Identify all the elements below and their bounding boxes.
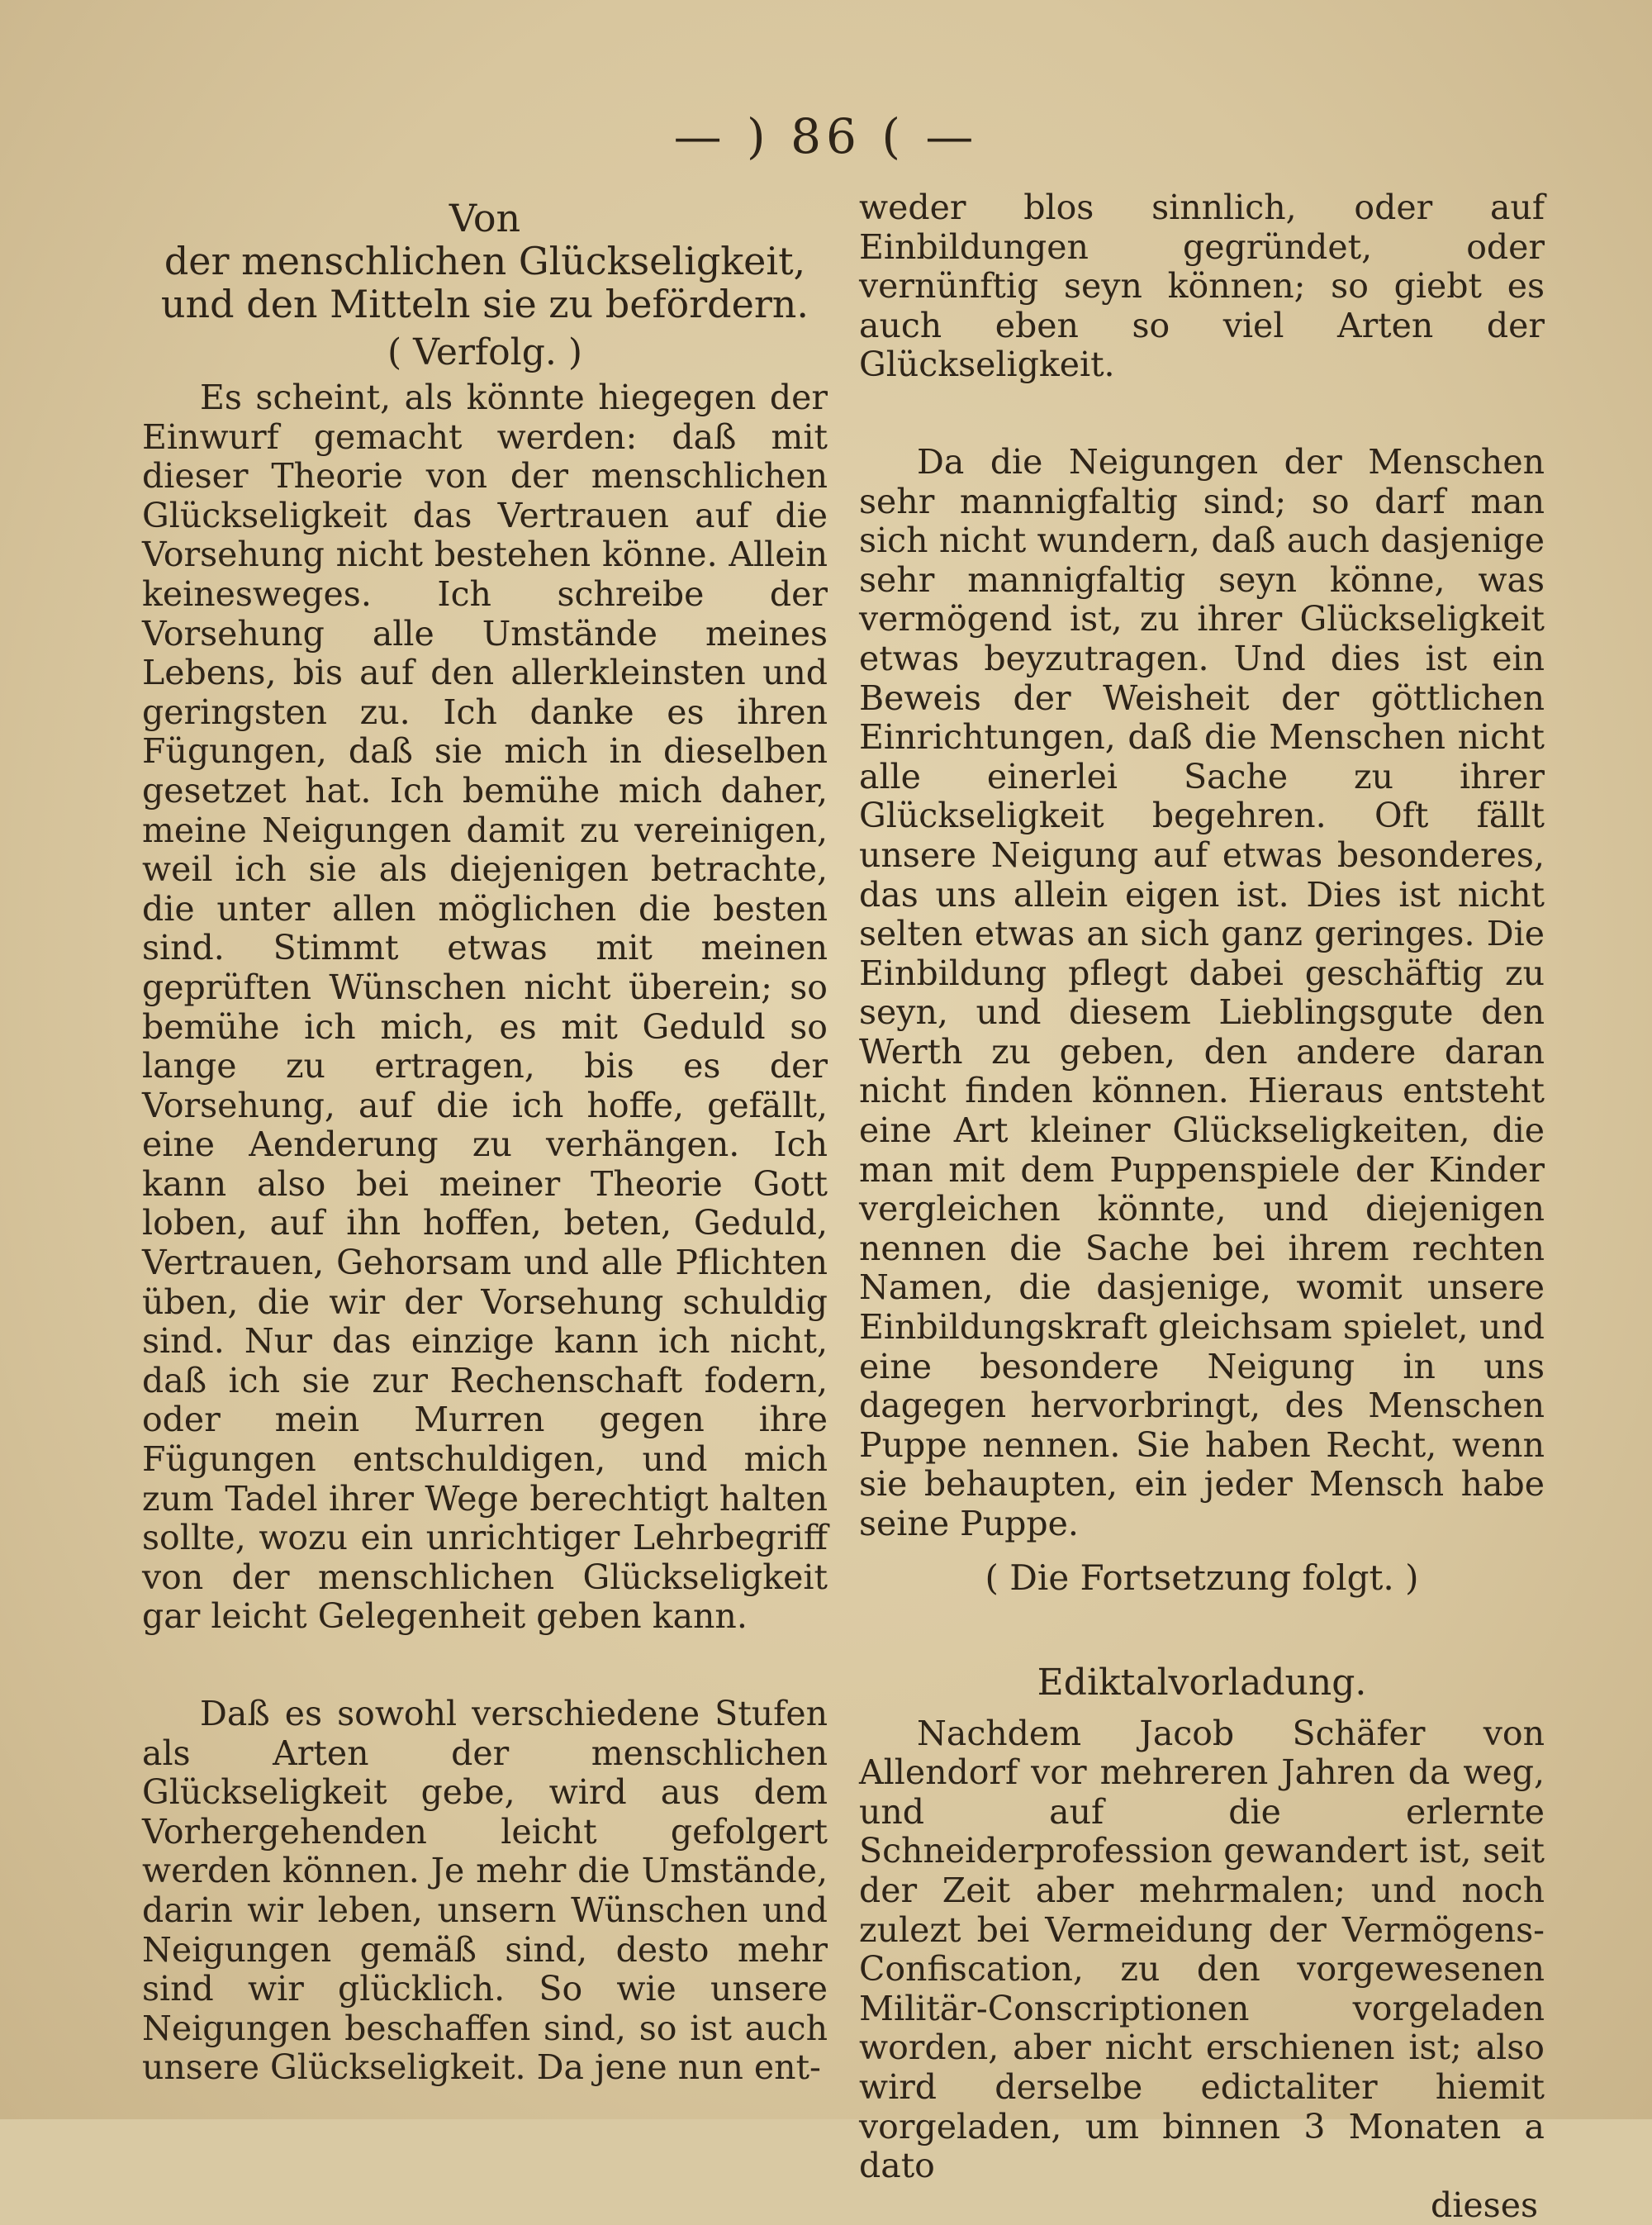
right-column (859, 188, 1545, 2225)
catchword: dieses (1431, 2185, 1538, 2225)
continuation-label: ( Verfolg. ) (387, 331, 583, 373)
article-title (142, 197, 828, 375)
paragraph: Daß es sowohl verschiedene Stufen als Arten der menschlichen Glückseligkeit gebe, wird aus dem Vorhergehenden leicht gefolgert werden können. Je mehr die Umstände, darin wir leben, unsern Wünschen und Neigungen gemäß sind, desto mehr sind wir glücklich. So wie unsere Neigungen beschaffen sind, so ist auch unsere Glückseligkeit. Da jene nun ent- (142, 1694, 828, 2088)
paragraph: Es scheint, als könnte hiegegen der Einwurf gemacht werden: daß mit dieser Theorie von der menschlichen Glückseligkeit das Vertrauen auf die Vorsehung nicht bestehen könne. Allein keinesweges. Ich schreibe der Vorsehung alle Umstände meines Lebens, bis auf den allerkleinsten und geringsten zu. Ich danke es ihren Fügungen, daß sie mich in dieselben gesetzet hat. Ich bemühe mich daher, meine Neigungen damit zu vereinigen, weil ich sie als diejenigen betrachte, die unter allen möglichen die besten sind. Stimmt etwas mit meinen geprüften Wünschen nicht überein; so bemühe ich mich, es mit Geduld so lange zu ertragen, bis es der Vorsehung, auf die ich hoffe, gefällt, eine Aenderung zu verhängen. Ich kann also bei meiner Theorie Gott loben, auf ihn hoffen, beten, Geduld, Vertrauen, Gehorsam und alle Pflichten üben, die wir der Vorsehung schuldig sind. Nur das einzige kann ich nicht, daß ich sie zur Rechenschaft fodern, oder mein Murren gegen ihre Fügungen entschuldigen, und mich zum Tadel ihrer Wege berechtigt halten sollte, wozu ein unrichtiger Lehrbegriff von der menschlichen Glückseligkeit gar leicht Gelegenheit geben kann. (142, 378, 828, 1637)
page-number: — ) 86 ( — (673, 108, 979, 164)
notice-text: Nachdem Jacob Schäfer von Allendorf vor mehreren Jahren da weg, und auf die erlernte Schneiderprofession gewandert ist, seit der Zeit aber mehrmalen; und noch zulezt bei Vermeidung der Vermögens-Confiscation, zu den vorgewesenen Militär-Conscriptionen vorgeladen worden, aber nicht erschienen ist; also wird derselbe edictaliter hiemit vorgeladen, um binnen 3 Monaten a dato (859, 1713, 1545, 2186)
paragraph: weder blos sinnlich, oder auf Einbildungen gegründet, oder vernünftig seyn können; so giebt es auch eben so viel Arten der Glückseligkeit. (859, 188, 1545, 385)
article-title-von: Von (449, 196, 521, 240)
left-column (142, 188, 828, 2088)
notice-title: Ediktalvorladung. (1037, 1661, 1367, 1704)
article-title-main: der menschlichen Glückseligkeit, und den Mitteln sie zu befördern. (160, 239, 809, 326)
continuation-note: ( Die Fortsetzung folgt. ) (985, 1557, 1419, 1598)
paragraph: Da die Neigungen der Menschen sehr mannigfaltig sind; so darf man sich nicht wundern, daß auch dasjenige sehr mannigfaltig seyn könne, was vermögend ist, zu ihrer Glückseligkeit etwas beyzutragen. Und dies ist ein Beweis der Weisheit der göttlichen Einrichtungen, daß die Menschen nicht alle einerlei Sache zu ihrer Glückseligkeit begehren. Oft fällt unsere Neigung auf etwas besonderes, das uns allein eigen ist. Dies ist nicht selten etwas an sich ganz geringes. Die Einbildung pflegt dabei geschäftig zu seyn, und diesem Lieblingsgute den Werth zu geben, den andere daran nicht finden können. Hieraus entsteht eine Art kleiner Glückseligkeiten, die man mit dem Puppenspiele der Kinder vergleichen könnte, und diejenigen nennen die Sache bei ihrem rechten Namen, die dasjenige, womit unsere Einbildungskraft gleichsam spielet, und eine besondere Neigung in uns dagegen hervorbringt, des Menschen Puppe nennen. Sie haben Recht, wenn sie behaupten, ein jeder Mensch habe seine Puppe. (859, 441, 1545, 1543)
